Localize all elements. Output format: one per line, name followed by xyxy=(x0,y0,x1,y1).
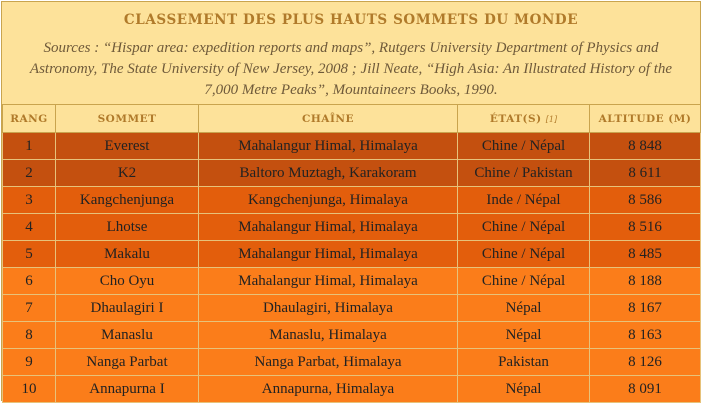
cell-rang: 5 xyxy=(3,241,56,268)
cell-sommet: Cho Oyu xyxy=(56,268,199,295)
cell-chaine: Annapurna, Himalaya xyxy=(199,376,458,403)
table-row xyxy=(3,241,701,268)
cell-sommet: Dhaulagiri I xyxy=(56,295,199,322)
cell-etat: Chine / Népal xyxy=(458,241,590,268)
cell-rang: 8 xyxy=(3,322,56,349)
cell-sommet: Annapurna I xyxy=(56,376,199,403)
cell-rang: 2 xyxy=(3,160,56,187)
header-sommet: SOMMET xyxy=(56,105,199,133)
table-row xyxy=(3,376,701,403)
table-row xyxy=(3,322,701,349)
cell-chaine: Mahalangur Himal, Himalaya xyxy=(199,268,458,295)
cell-chaine: Mahalangur Himal, Himalaya xyxy=(199,133,458,160)
table-row xyxy=(3,187,701,214)
cell-sommet: Makalu xyxy=(56,241,199,268)
cell-etat: Inde / Népal xyxy=(458,187,590,214)
table-row xyxy=(3,160,701,187)
cell-etat: Pakistan xyxy=(458,349,590,376)
cell-rang: 7 xyxy=(3,295,56,322)
cell-rang: 3 xyxy=(3,187,56,214)
cell-etat: Népal xyxy=(458,295,590,322)
cell-sommet: Manaslu xyxy=(56,322,199,349)
cell-altitude: 8 485 xyxy=(590,241,701,268)
cell-sommet: Everest xyxy=(56,133,199,160)
cell-etat: Népal xyxy=(458,322,590,349)
cell-altitude: 8 586 xyxy=(590,187,701,214)
sources-note: Sources : “Hispar area: expedition reports and maps”, Rutgers University Department of Physics and Astronomy, The State University of New Jersey, 2008 ; Jill Neate, “High Asia: An Illustrated History of the 7,000 Metre Peaks”, Mountaineers Books, 1990. xyxy=(29,40,673,98)
cell-etat: Chine / Népal xyxy=(458,268,590,295)
table-body xyxy=(3,133,701,403)
cell-altitude: 8 848 xyxy=(590,133,701,160)
header-altitude: ALTITUDE (M) xyxy=(590,105,701,133)
table-row xyxy=(3,349,701,376)
cell-sommet: Nanga Parbat xyxy=(56,349,199,376)
cell-chaine: Manaslu, Himalaya xyxy=(199,322,458,349)
peaks-table-panel xyxy=(1,1,701,401)
cell-etat: Chine / Népal xyxy=(458,133,590,160)
header-etat xyxy=(458,105,590,133)
cell-chaine: Mahalangur Himal, Himalaya xyxy=(199,214,458,241)
table-row xyxy=(3,295,701,322)
table-title: CLASSEMENT DES PLUS HAUTS SOMMETS DU MONDE xyxy=(123,12,579,28)
cell-rang: 4 xyxy=(3,214,56,241)
header-rang: RANG xyxy=(3,105,56,133)
cell-altitude: 8 167 xyxy=(590,295,701,322)
cell-altitude: 8 126 xyxy=(590,349,701,376)
cell-sommet: K2 xyxy=(56,160,199,187)
cell-chaine: Nanga Parbat, Himalaya xyxy=(199,349,458,376)
cell-chaine: Dhaulagiri, Himalaya xyxy=(199,295,458,322)
footnote-link[interactable]: [1] xyxy=(545,114,558,124)
cell-etat: Chine / Pakistan xyxy=(458,160,590,187)
cell-altitude: 8 091 xyxy=(590,376,701,403)
cell-sommet: Lhotse xyxy=(56,214,199,241)
cell-altitude: 8 611 xyxy=(590,160,701,187)
cell-chaine: Baltoro Muztagh, Karakoram xyxy=(199,160,458,187)
cell-altitude: 8 163 xyxy=(590,322,701,349)
cell-chaine: Kangchenjunga, Himalaya xyxy=(199,187,458,214)
cell-rang: 6 xyxy=(3,268,56,295)
table-header-row xyxy=(3,105,701,133)
cell-rang: 1 xyxy=(3,133,56,160)
peaks-table xyxy=(2,104,701,403)
cell-etat: Népal xyxy=(458,376,590,403)
table-row xyxy=(3,268,701,295)
cell-altitude: 8 188 xyxy=(590,268,701,295)
cell-rang: 10 xyxy=(3,376,56,403)
cell-sommet: Kangchenjunga xyxy=(56,187,199,214)
table-row xyxy=(3,133,701,160)
cell-rang: 9 xyxy=(3,349,56,376)
cell-etat: Chine / Népal xyxy=(458,214,590,241)
cell-chaine: Mahalangur Himal, Himalaya xyxy=(199,241,458,268)
table-row xyxy=(3,214,701,241)
header-etat-label: ÉTAT(S) xyxy=(489,112,542,125)
cell-altitude: 8 516 xyxy=(590,214,701,241)
header-chaine: CHAÎNE xyxy=(199,105,458,133)
